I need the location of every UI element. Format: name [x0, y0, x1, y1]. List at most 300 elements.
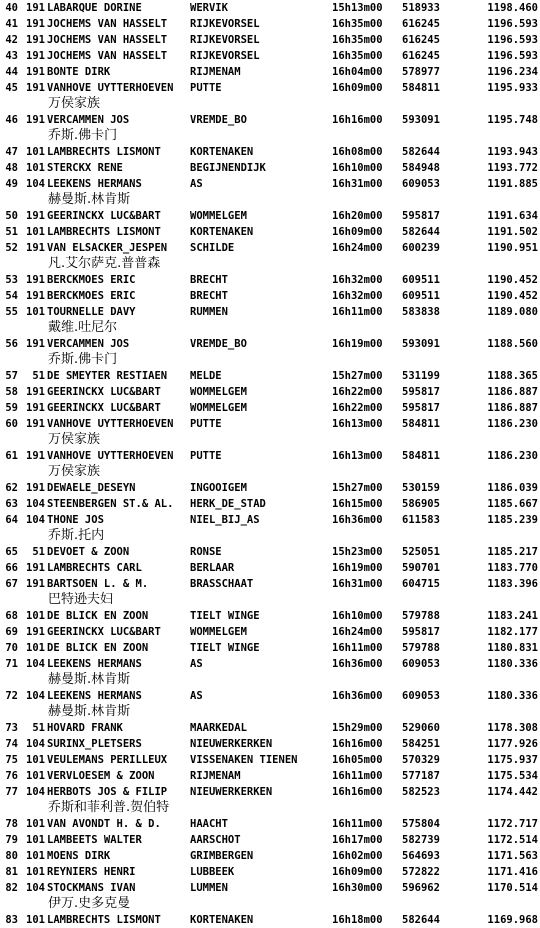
- arrival-time: 16h17m00: [332, 834, 383, 846]
- category-code: 191: [26, 418, 45, 430]
- result-row: [0, 32, 540, 48]
- row-number: 72: [5, 690, 18, 702]
- distance-id: 578977: [402, 66, 440, 78]
- distance-id: 604715: [402, 578, 440, 590]
- category-code: 104: [26, 178, 45, 190]
- fancier-name: VERCAMMEN JOS: [47, 338, 130, 350]
- distance-id: 584811: [402, 82, 440, 94]
- distance-id: 596962: [402, 882, 440, 894]
- distance-id: 529060: [402, 722, 440, 734]
- row-number: 74: [5, 738, 18, 750]
- arrival-time: 16h15m00: [332, 498, 383, 510]
- town: RIJKEVORSEL: [190, 34, 260, 46]
- town: LUBBEEK: [190, 866, 235, 878]
- category-code: 191: [26, 402, 45, 414]
- arrival-time: 16h10m00: [332, 162, 383, 174]
- distance-id: 572822: [402, 866, 440, 878]
- result-row: [0, 720, 540, 736]
- result-row: [0, 80, 540, 96]
- category-code: 104: [26, 786, 45, 798]
- fancier-name: STOCKMANS IVAN: [47, 882, 136, 894]
- row-number: 47: [5, 146, 18, 158]
- chinese-name: 万侯家族: [48, 432, 101, 447]
- fancier-name: LABARQUE DORINE: [47, 2, 142, 14]
- chinese-name: 伊万.史多克曼: [48, 896, 131, 911]
- town: RIJMENAM: [190, 770, 241, 782]
- fancier-name: DE BLICK EN ZOON: [47, 642, 149, 654]
- row-number: 45: [5, 82, 18, 94]
- velocity: 1180.336: [487, 690, 538, 702]
- arrival-time: 16h09m00: [332, 866, 383, 878]
- category-code: 191: [26, 2, 45, 14]
- fancier-name: VANHOVE UYTTERHOEVEN: [47, 82, 174, 94]
- velocity: 1172.514: [487, 834, 538, 846]
- town: BRECHT: [190, 290, 228, 302]
- town: KORTENAKEN: [190, 146, 254, 158]
- town: PUTTE: [190, 450, 222, 462]
- category-code: 191: [26, 82, 45, 94]
- row-number: 71: [5, 658, 18, 670]
- distance-id: 577187: [402, 770, 440, 782]
- fancier-name: VAN ELSACKER_JESPEN: [47, 242, 168, 254]
- distance-id: 616245: [402, 34, 440, 46]
- fancier-name: LAMBEETS WALTER: [47, 834, 142, 846]
- chinese-name: 凡.艾尔萨克.普普森: [48, 256, 161, 271]
- distance-id: 575804: [402, 818, 440, 830]
- fancier-name: LEEKENS HERMANS: [47, 658, 142, 670]
- result-row: [0, 240, 540, 256]
- fancier-name: GEERINCKX LUC&BART: [47, 626, 161, 638]
- result-row: [0, 656, 540, 672]
- fancier-name: STEENBERGEN ST.& AL.: [47, 498, 174, 510]
- result-row: [0, 16, 540, 32]
- distance-id: 582523: [402, 786, 440, 798]
- fancier-name: LAMBRECHTS CARL: [47, 562, 142, 574]
- arrival-time: 16h09m00: [332, 226, 383, 238]
- distance-id: 525051: [402, 546, 440, 558]
- fancier-name: DE SMEYTER RESTIAEN: [47, 370, 168, 382]
- arrival-time: 16h13m00: [332, 418, 383, 430]
- category-code: 191: [26, 274, 45, 286]
- arrival-time: 16h16m00: [332, 114, 383, 126]
- distance-id: 583838: [402, 306, 440, 318]
- velocity: 1190.951: [487, 242, 538, 254]
- distance-id: 590701: [402, 562, 440, 574]
- arrival-time: 16h32m00: [332, 290, 383, 302]
- distance-id: 584811: [402, 418, 440, 430]
- town: HERK_DE_STAD: [190, 498, 266, 510]
- arrival-time: 16h36m00: [332, 658, 383, 670]
- fancier-name: BARTSOEN L. & M.: [47, 578, 149, 590]
- category-code: 191: [26, 482, 45, 494]
- category-code: 101: [26, 914, 45, 926]
- fancier-name: VANHOVE UYTTERHOEVEN: [47, 450, 174, 462]
- velocity: 1191.634: [487, 210, 538, 222]
- distance-id: 584948: [402, 162, 440, 174]
- distance-id: 611583: [402, 514, 440, 526]
- category-code: 191: [26, 34, 45, 46]
- row-number: 79: [5, 834, 18, 846]
- row-number: 40: [5, 2, 18, 14]
- row-number: 55: [5, 306, 18, 318]
- fancier-name: JOCHEMS VAN HASSELT: [47, 50, 168, 62]
- velocity: 1172.717: [487, 818, 538, 830]
- velocity: 1183.396: [487, 578, 538, 590]
- velocity: 1186.039: [487, 482, 538, 494]
- category-code: 191: [26, 626, 45, 638]
- fancier-name: MOENS DIRK: [47, 850, 111, 862]
- category-code: 104: [26, 658, 45, 670]
- result-row: [0, 144, 540, 160]
- town: NIEL_BIJ_AS: [190, 514, 260, 526]
- town: WOMMELGEM: [190, 386, 247, 398]
- velocity: 1183.770: [487, 562, 538, 574]
- arrival-time: 16h13m00: [332, 450, 383, 462]
- category-code: 51: [32, 722, 45, 734]
- chinese-name: 巴特逊夫妇: [48, 592, 114, 607]
- result-row: [0, 544, 540, 560]
- distance-id: 595817: [402, 626, 440, 638]
- arrival-time: 16h11m00: [332, 306, 383, 318]
- category-code: 191: [26, 242, 45, 254]
- fancier-name: LAMBRECHTS LISMONT: [47, 914, 161, 926]
- town: RIJMENAM: [190, 66, 241, 78]
- fancier-name: LEEKENS HERMANS: [47, 690, 142, 702]
- row-number: 69: [5, 626, 18, 638]
- distance-id: 582644: [402, 146, 440, 158]
- town: AARSCHOT: [190, 834, 241, 846]
- result-row: [0, 624, 540, 640]
- category-code: 101: [26, 850, 45, 862]
- velocity: 1198.460: [487, 2, 538, 14]
- velocity: 1185.239: [487, 514, 538, 526]
- category-code: 101: [26, 770, 45, 782]
- velocity: 1171.416: [487, 866, 538, 878]
- town: GRIMBERGEN: [190, 850, 254, 862]
- town: MAARKEDAL: [190, 722, 247, 734]
- arrival-time: 15h27m00: [332, 482, 383, 494]
- row-number: 58: [5, 386, 18, 398]
- result-row: [0, 816, 540, 832]
- town: WOMMELGEM: [190, 402, 247, 414]
- arrival-time: 16h19m00: [332, 338, 383, 350]
- result-row: [0, 784, 540, 800]
- fancier-name: THONE JOS: [47, 514, 104, 526]
- chinese-name: 赫曼斯.林肯斯: [48, 704, 131, 719]
- fancier-name: STERCKX RENE: [47, 162, 123, 174]
- arrival-time: 16h24m00: [332, 626, 383, 638]
- chinese-name: 赫曼斯.林肯斯: [48, 192, 131, 207]
- category-code: 191: [26, 338, 45, 350]
- category-code: 191: [26, 578, 45, 590]
- row-number: 49: [5, 178, 18, 190]
- distance-id: 582739: [402, 834, 440, 846]
- fancier-name: BONTE DIRK: [47, 66, 111, 78]
- row-number: 60: [5, 418, 18, 430]
- arrival-time: 16h16m00: [332, 738, 383, 750]
- arrival-time: 16h08m00: [332, 146, 383, 158]
- velocity: 1195.933: [487, 82, 538, 94]
- velocity: 1196.593: [487, 50, 538, 62]
- fancier-name: JOCHEMS VAN HASSELT: [47, 34, 168, 46]
- arrival-time: 15h29m00: [332, 722, 383, 734]
- row-number: 80: [5, 850, 18, 862]
- distance-id: 570329: [402, 754, 440, 766]
- fancier-name: LAMBRECHTS LISMONT: [47, 226, 161, 238]
- town: VISSENAKEN TIENEN: [190, 754, 298, 766]
- category-code: 51: [32, 546, 45, 558]
- velocity: 1191.502: [487, 226, 538, 238]
- category-code: 191: [26, 114, 45, 126]
- arrival-time: 16h11m00: [332, 818, 383, 830]
- town: NIEUWERKERKEN: [190, 738, 273, 750]
- town: RONSE: [190, 546, 222, 558]
- row-number: 41: [5, 18, 18, 30]
- arrival-time: 16h11m00: [332, 770, 383, 782]
- row-number: 73: [5, 722, 18, 734]
- result-row: [0, 864, 540, 880]
- velocity: 1185.667: [487, 498, 538, 510]
- distance-id: 579788: [402, 610, 440, 622]
- town: RIJKEVORSEL: [190, 18, 260, 30]
- fancier-name: GEERINCKX LUC&BART: [47, 210, 161, 222]
- town: BERLAAR: [190, 562, 235, 574]
- town: WOMMELGEM: [190, 626, 247, 638]
- distance-id: 609511: [402, 290, 440, 302]
- fancier-name: BERCKMOES ERIC: [47, 274, 136, 286]
- velocity: 1195.748: [487, 114, 538, 126]
- result-row: [0, 640, 540, 656]
- town: BRASSCHAAT: [190, 578, 254, 590]
- arrival-time: 16h35m00: [332, 34, 383, 46]
- arrival-time: 15h13m00: [332, 2, 383, 14]
- result-row: [0, 480, 540, 496]
- result-row: [0, 384, 540, 400]
- velocity: 1193.943: [487, 146, 538, 158]
- velocity: 1183.241: [487, 610, 538, 622]
- row-number: 57: [5, 370, 18, 382]
- result-row: [0, 112, 540, 128]
- velocity: 1193.772: [487, 162, 538, 174]
- result-row: [0, 224, 540, 240]
- distance-id: 609053: [402, 178, 440, 190]
- result-row: [0, 176, 540, 192]
- result-row: [0, 160, 540, 176]
- distance-id: 595817: [402, 386, 440, 398]
- velocity: 1190.452: [487, 290, 538, 302]
- town: PUTTE: [190, 82, 222, 94]
- distance-id: 584251: [402, 738, 440, 750]
- town: MELDE: [190, 370, 222, 382]
- category-code: 101: [26, 306, 45, 318]
- category-code: 101: [26, 818, 45, 830]
- result-row: [0, 368, 540, 384]
- result-row: [0, 608, 540, 624]
- velocity: 1196.234: [487, 66, 538, 78]
- distance-id: 595817: [402, 402, 440, 414]
- fancier-name: JOCHEMS VAN HASSELT: [47, 18, 168, 30]
- row-number: 64: [5, 514, 18, 526]
- velocity: 1175.937: [487, 754, 538, 766]
- category-code: 101: [26, 162, 45, 174]
- fancier-name: SURINX_PLETSERS: [47, 738, 142, 750]
- fancier-name: BERCKMOES ERIC: [47, 290, 136, 302]
- velocity: 1174.442: [487, 786, 538, 798]
- fancier-name: HOVARD FRANK: [47, 722, 123, 734]
- velocity: 1180.831: [487, 642, 538, 654]
- category-code: 191: [26, 210, 45, 222]
- result-row: [0, 272, 540, 288]
- town: WERVIK: [190, 2, 228, 14]
- fancier-name: DE BLICK EN ZOON: [47, 610, 149, 622]
- category-code: 191: [26, 450, 45, 462]
- arrival-time: 16h04m00: [332, 66, 383, 78]
- result-row: [0, 560, 540, 576]
- town: RIJKEVORSEL: [190, 50, 260, 62]
- row-number: 54: [5, 290, 18, 302]
- result-row: [0, 496, 540, 512]
- distance-id: 531199: [402, 370, 440, 382]
- chinese-name: 乔斯和菲利普.贺伯特: [48, 800, 170, 815]
- town: HAACHT: [190, 818, 228, 830]
- fancier-name: LAMBRECHTS LISMONT: [47, 146, 161, 158]
- row-number: 68: [5, 610, 18, 622]
- distance-id: 616245: [402, 18, 440, 30]
- town: BRECHT: [190, 274, 228, 286]
- velocity: 1191.885: [487, 178, 538, 190]
- result-row: [0, 848, 540, 864]
- category-code: 51: [32, 370, 45, 382]
- arrival-time: 16h24m00: [332, 242, 383, 254]
- distance-id: 616245: [402, 50, 440, 62]
- result-row: [0, 48, 540, 64]
- category-code: 104: [26, 498, 45, 510]
- velocity: 1188.560: [487, 338, 538, 350]
- row-number: 56: [5, 338, 18, 350]
- town: AS: [190, 178, 203, 190]
- arrival-time: 16h31m00: [332, 178, 383, 190]
- chinese-name: 乔斯.佛卡门: [48, 352, 118, 367]
- distance-id: 609053: [402, 658, 440, 670]
- arrival-time: 16h22m00: [332, 386, 383, 398]
- chinese-name: 乔斯.佛卡门: [48, 128, 118, 143]
- town: LUMMEN: [190, 882, 228, 894]
- velocity: 1169.968: [487, 914, 538, 926]
- row-number: 82: [5, 882, 18, 894]
- velocity: 1186.230: [487, 418, 538, 430]
- velocity: 1182.177: [487, 626, 538, 638]
- row-number: 53: [5, 274, 18, 286]
- row-number: 81: [5, 866, 18, 878]
- chinese-name: 万侯家族: [48, 96, 101, 111]
- fancier-name: TOURNELLE DAVY: [47, 306, 136, 318]
- arrival-time: 16h02m00: [332, 850, 383, 862]
- category-code: 191: [26, 66, 45, 78]
- row-number: 76: [5, 770, 18, 782]
- chinese-name: 赫曼斯.林肯斯: [48, 672, 131, 687]
- velocity: 1185.217: [487, 546, 538, 558]
- row-number: 78: [5, 818, 18, 830]
- row-number: 83: [5, 914, 18, 926]
- row-number: 65: [5, 546, 18, 558]
- result-row: [0, 688, 540, 704]
- velocity: 1190.452: [487, 274, 538, 286]
- row-number: 43: [5, 50, 18, 62]
- result-row: [0, 288, 540, 304]
- town: SCHILDE: [190, 242, 235, 254]
- row-number: 52: [5, 242, 18, 254]
- row-number: 59: [5, 402, 18, 414]
- arrival-time: 16h35m00: [332, 18, 383, 30]
- result-row: [0, 576, 540, 592]
- chinese-name: 乔斯.托内: [48, 528, 105, 543]
- row-number: 44: [5, 66, 18, 78]
- result-row: [0, 400, 540, 416]
- velocity: 1170.514: [487, 882, 538, 894]
- category-code: 101: [26, 146, 45, 158]
- distance-id: 593091: [402, 338, 440, 350]
- category-code: 191: [26, 18, 45, 30]
- category-code: 101: [26, 610, 45, 622]
- fancier-name: GEERINCKX LUC&BART: [47, 402, 161, 414]
- arrival-time: 16h30m00: [332, 882, 383, 894]
- velocity: 1196.593: [487, 18, 538, 30]
- distance-id: 593091: [402, 114, 440, 126]
- town: AS: [190, 658, 203, 670]
- category-code: 101: [26, 754, 45, 766]
- distance-id: 609511: [402, 274, 440, 286]
- row-number: 51: [5, 226, 18, 238]
- fancier-name: VAN AVONDT H. & D.: [47, 818, 161, 830]
- town: KORTENAKEN: [190, 914, 254, 926]
- result-row: [0, 64, 540, 80]
- category-code: 101: [26, 866, 45, 878]
- chinese-name: 万侯家族: [48, 464, 101, 479]
- result-row: [0, 448, 540, 464]
- distance-id: 600239: [402, 242, 440, 254]
- fancier-name: HERBOTS JOS & FILIP: [47, 786, 168, 798]
- arrival-time: 16h36m00: [332, 514, 383, 526]
- town: PUTTE: [190, 418, 222, 430]
- result-row: [0, 304, 540, 320]
- fancier-name: VERCAMMEN JOS: [47, 114, 130, 126]
- row-number: 77: [5, 786, 18, 798]
- result-row: [0, 336, 540, 352]
- row-number: 50: [5, 210, 18, 222]
- arrival-time: 16h19m00: [332, 562, 383, 574]
- arrival-time: 16h05m00: [332, 754, 383, 766]
- distance-id: 564693: [402, 850, 440, 862]
- distance-id: 582644: [402, 914, 440, 926]
- row-number: 67: [5, 578, 18, 590]
- category-code: 104: [26, 738, 45, 750]
- arrival-time: 16h11m00: [332, 642, 383, 654]
- velocity: 1180.336: [487, 658, 538, 670]
- town: VREMDE_BO: [190, 114, 247, 126]
- fancier-name: REYNIERS HENRI: [47, 866, 136, 878]
- fancier-name: VERVLOESEM & ZOON: [47, 770, 155, 782]
- velocity: 1186.887: [487, 386, 538, 398]
- result-row: [0, 208, 540, 224]
- town: VREMDE_BO: [190, 338, 247, 350]
- town: AS: [190, 690, 203, 702]
- arrival-time: 15h27m00: [332, 370, 383, 382]
- fancier-name: GEERINCKX LUC&BART: [47, 386, 161, 398]
- velocity: 1186.230: [487, 450, 538, 462]
- town: TIELT WINGE: [190, 610, 260, 622]
- category-code: 101: [26, 834, 45, 846]
- velocity: 1171.563: [487, 850, 538, 862]
